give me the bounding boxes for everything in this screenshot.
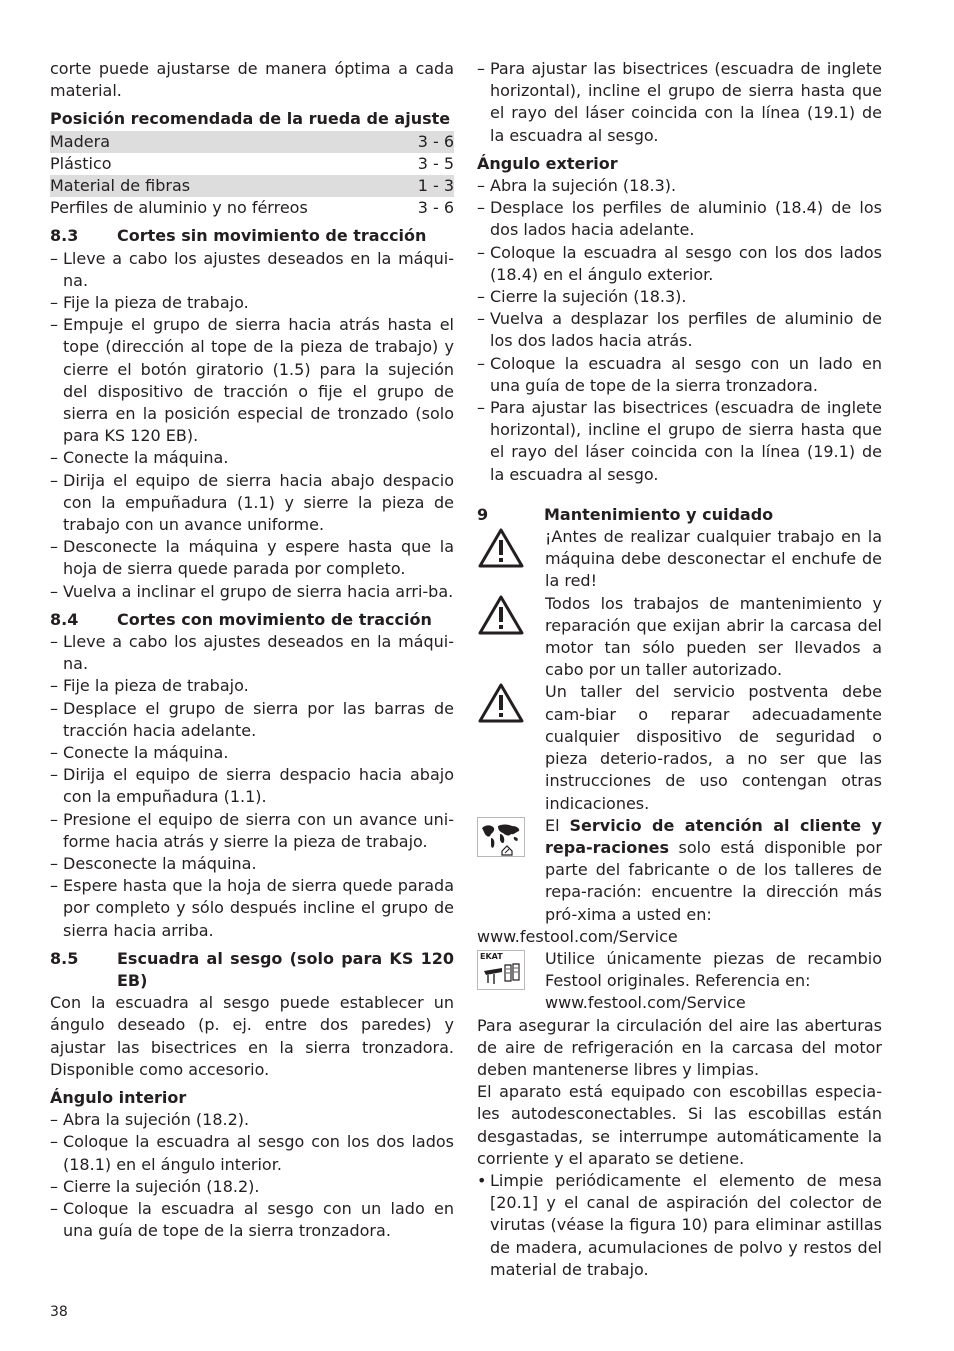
bullet-item: • Limpie periódicamente el elemento de mesa [20.1] y el canal de aspiración del colector de virutas (véase la figura 10) para eliminar astillas de madera, acumulaciones de polvo y restos del material de trabajo. xyxy=(477,1170,882,1281)
table-cell-material: Perfiles de aluminio y no férreos xyxy=(50,198,308,218)
warning-triangle-icon xyxy=(477,526,525,574)
service-block xyxy=(477,815,882,926)
warning-triangle-icon xyxy=(477,593,525,641)
table-cell-material: Material de fibras xyxy=(50,175,191,195)
table-title: Posición recomendada de la rueda de ajuste xyxy=(50,109,451,129)
section-heading-9 xyxy=(477,504,882,526)
table-cell-material: Madera xyxy=(50,131,110,151)
list-item: – Coloque la escuadra al sesgo con un lado en una guía de tope de la sierra tronzadora. xyxy=(50,1198,454,1242)
table-row xyxy=(50,197,454,219)
list-item: – Coloque la escuadra al sesgo con los dos lados (18.4) en el ángulo exterior. xyxy=(477,242,882,286)
list-item: – Abra la sujeción (18.2). xyxy=(50,1109,454,1131)
settings-table xyxy=(50,131,454,220)
list-item: – Coloque la escuadra al sesgo con los dos lados (18.1) en el ángulo interior. xyxy=(50,1131,454,1175)
list-item: – Conecte la máquina. xyxy=(50,742,454,764)
service-text xyxy=(545,815,882,926)
list-item: – Lleve a cabo los ajustes deseados en la máqui-na. xyxy=(50,631,454,675)
list-item: – Cierre la sujeción (18.3). xyxy=(477,286,882,308)
warning-triangle-icon xyxy=(477,681,525,729)
paragraph: Para asegurar la circulación del aire las aberturas de aire de refrigeración en la carcasa del motor deben mantenerse libres y limpias. xyxy=(477,1015,882,1079)
list-item: – Dirija el equipo de sierra hacia abajo despacio con la empuñadura (1.1) y sierre la pieza de trabajo con un avance uniforme. xyxy=(50,470,454,537)
warning-block xyxy=(477,593,882,682)
section-number: 8.5 xyxy=(50,948,79,968)
subheading-interior: Ángulo interior xyxy=(50,1088,187,1108)
list-item: – Fije la pieza de trabajo. xyxy=(50,675,454,697)
section-title: Escuadra al sesgo (solo para KS 120 EB) xyxy=(117,948,454,991)
left-column xyxy=(50,58,454,1243)
list-item: – Para ajustar las bisectrices (escuadra de inglete horizontal), incline el grupo de sierra hasta que el rayo del láser coincida con la línea (19.1) de la escuadra al sesgo. xyxy=(477,58,882,147)
service-text-post: solo está disponible por parte del fabricante o de los talleres de repa-ración: encuentre la dirección más pró-xima a usted en: xyxy=(545,837,883,924)
table-cell-value: 3 - 6 xyxy=(417,131,454,151)
section-number: 9 xyxy=(477,504,489,524)
ekat-label: EKAT xyxy=(480,951,503,961)
section-heading-8-4 xyxy=(50,609,454,631)
list-item: – Fije la pieza de trabajo. xyxy=(50,292,454,314)
service-url: www.festool.com/Service xyxy=(477,926,678,946)
list-item: – Abra la sujeción (18.3). xyxy=(477,175,882,197)
ekat-text: Utilice únicamente piezas de recambio Festool originales. Referencia en: xyxy=(545,948,882,991)
intro-text: corte puede ajustarse de manera óptima a cada material. xyxy=(50,59,454,101)
warning-block xyxy=(477,681,882,814)
warning-block xyxy=(477,526,882,593)
list-item: – Desconecte la máquina y espere hasta que la hoja de sierra quede parada por completo. xyxy=(50,536,454,580)
section-number: 8.4 xyxy=(50,609,79,629)
section-title: Cortes sin movimiento de tracción xyxy=(117,226,427,246)
subheading-exterior: Ángulo exterior xyxy=(477,153,618,173)
list-item: – Desconecte la máquina. xyxy=(50,853,454,875)
section-number: 8.3 xyxy=(50,226,79,246)
list-item: – Empuje el grupo de sierra hacia atrás hasta el tope (dirección al tope de la pieza de trabajo) y cierre el botón giratorio (1.5) para la sujeción del dispositivo de tracción o fije el grupo de sierra en la posición especial de tronzado (solo para KS 120 EB). xyxy=(50,314,454,447)
list-item: – Coloque la escuadra al sesgo con un lado en una guía de tope de la sierra tronzadora. xyxy=(477,353,882,397)
list-item: – Cierre la sujeción (18.2). xyxy=(50,1176,454,1198)
warning-text: Todos los trabajos de mantenimiento y reparación que exijan abrir la carcasa del motor tan sólo pueden ser llevados a cabo por un taller autorizado. xyxy=(545,593,882,680)
table-cell-value: 1 - 3 xyxy=(417,175,454,195)
list-item: – Lleve a cabo los ajustes deseados en la máqui-na. xyxy=(50,248,454,292)
warning-text: ¡Antes de realizar cualquier trabajo en la máquina debe desconectar el enchufe de la red! xyxy=(545,527,882,591)
section-heading-8-3 xyxy=(50,225,454,247)
paragraph: Con la escuadra al sesgo puede establecer un ángulo deseado (p. ej. entre dos paredes) y ajustar las bisectrices en la sierra tronzadora. Disponible como accesorio. xyxy=(50,993,454,1079)
warning-text: Un taller del servicio postventa debe cam-biar o reparar adecuadamente cualquier dispositivo de seguridad o pieza deterio-rados, a no ser que las instrucciones de uso contengan otras indicaciones. xyxy=(545,682,882,813)
page-number: 38 xyxy=(50,1304,68,1320)
list-item: – Espere hasta que la hoja de sierra quede parada por completo y sólo después incline el grupo de sierra hacia arriba. xyxy=(50,875,454,942)
list-item: – Presione el equipo de sierra con un avance uni-forme hacia atrás y sierre la pieza de trabajo. xyxy=(50,809,454,853)
list-item: – Desplace los perfiles de aluminio (18.4) de los dos lados hacia adelante. xyxy=(477,197,882,241)
table-row xyxy=(50,131,454,153)
paragraph: El aparato está equipado con escobillas especia-les autodesconectables. Si las escobillas están desgastadas, se interrumpe automáticamente la corriente y el aparato se detiene. xyxy=(477,1082,882,1168)
ekat-block xyxy=(477,948,882,1015)
section-heading-8-5 xyxy=(50,948,454,992)
table-cell-value: 3 - 5 xyxy=(417,153,454,173)
list-item: – Para ajustar las bisectrices (escuadra de inglete horizontal), incline el grupo de sierra hasta que el rayo del láser coincida con la línea (19.1) de la escuadra al sesgo. xyxy=(477,397,882,486)
ekat-url: www.festool.com/Service xyxy=(545,993,746,1013)
section-title: Cortes con movimiento de tracción xyxy=(117,609,432,629)
list-item: – Vuelva a desplazar los perfiles de aluminio de los dos lados hacia atrás. xyxy=(477,308,882,352)
table-row xyxy=(50,153,454,175)
right-column xyxy=(477,58,882,1281)
section-title: Mantenimiento y cuidado xyxy=(544,504,774,524)
table-cell-material: Plástico xyxy=(50,153,112,173)
table-row xyxy=(50,175,454,197)
spare-parts-catalog-icon xyxy=(477,950,525,990)
list-item: – Vuelva a inclinar el grupo de sierra hacia arri-ba. xyxy=(50,581,454,603)
table-cell-value: 3 - 6 xyxy=(417,198,454,218)
service-text-pre: El xyxy=(545,815,560,835)
list-item: – Dirija el equipo de sierra despacio hacia abajo con la empuñadura (1.1). xyxy=(50,764,454,808)
list-item: – Desplace el grupo de sierra por las barras de tracción hacia adelante. xyxy=(50,698,454,742)
service-text-bold: Servicio de atención al cliente y repa-raciones xyxy=(545,815,882,857)
list-item: – Conecte la máquina. xyxy=(50,447,454,469)
world-service-icon xyxy=(477,817,525,857)
